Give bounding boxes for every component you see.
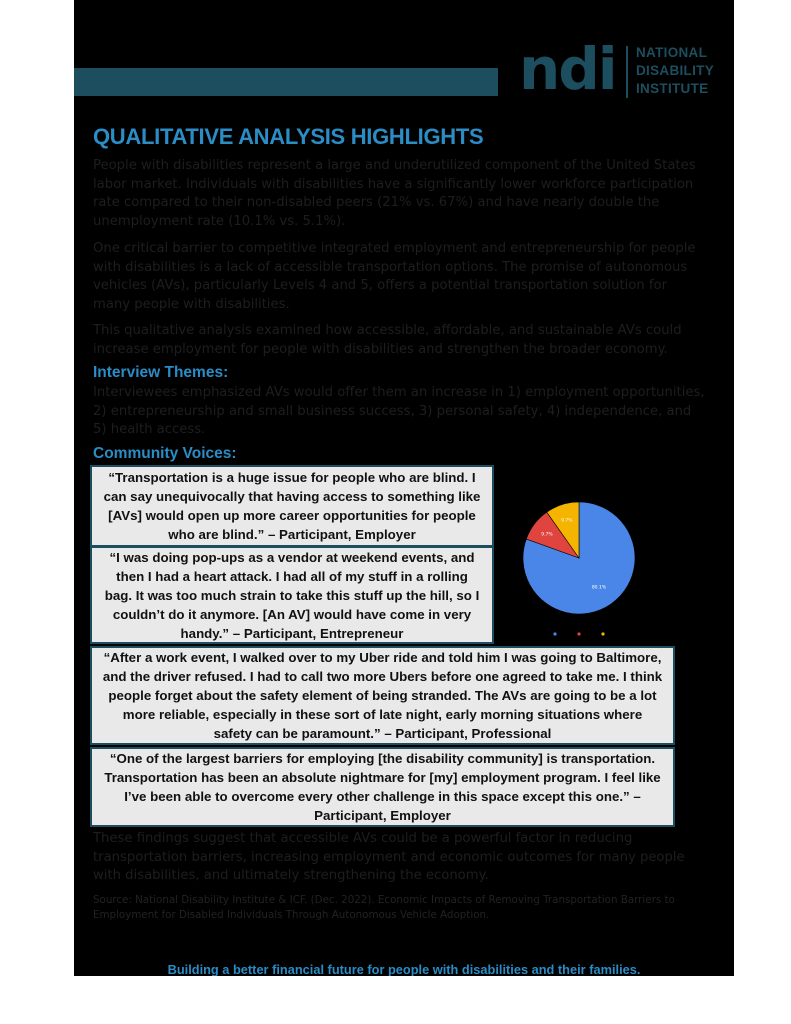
- footer-tagline: Building a better financial future for people with disabilities and their families.: [167, 962, 641, 976]
- pie-chart: [519, 478, 639, 638]
- logo-wordmark: [636, 44, 714, 98]
- quote-box: [90, 546, 494, 644]
- logo-word: NATIONAL: [636, 45, 708, 60]
- legend-swatch: [601, 632, 604, 635]
- analysis-paragraph: This qualitative analysis examined how accessible, affordable, and sustainable AVs could increase employment for people with disabilities and strengthen the broader economy.: [93, 323, 682, 357]
- barrier-paragraph: One critical barrier to competitive integrated employment and entrepreneurship for people with disabilities is a lack of accessible transportation options. The promise of autonomous vehicles (AVs), particularly Levels 4 and 5, offers a potential transportation solution for many people with disabilities.: [93, 241, 696, 312]
- pie-slice-label: 80.1%: [591, 585, 607, 591]
- quote-text: “Transportation is a huge issue for people who are blind. I can say unequivocally that having access to something like [AVs] would open up more career opportunities for people who are blind.” – Participant, Employer: [103, 470, 481, 542]
- interview-themes-heading: Interview Themes:: [93, 364, 229, 381]
- intro-paragraph: People with disabilities represent a large and underutilized component of the United States labor market. Individuals with disabilities have a significantly lower workforce participation rate compared to their non-disabled peers (21% vs. 67%) and have nearly double the unemployment rate (10.1% vs. 5.1%).: [93, 158, 696, 229]
- logo-word: DISABILITY: [636, 63, 715, 78]
- quote-text: “After a work event, I walked over to my Uber ride and told him I was going to Baltimore, and the driver refused. I had to call two more Ubers before one agreed to take me. I think people forget about the safety element of being stranded. The AVs are going to be a lot more reliable, especially in these sort of late night, early morning situations where safety can be paramount.” – Participant, Professional: [102, 650, 663, 741]
- pie-slice-label: 9.7%: [561, 518, 573, 524]
- quote-text: “One of the largest barriers for employing [the disability community] is transportation. Transportation has been an absolute nightmare for [my] employment program. I feel like I’ve been able to overcome every other challenge in this space except this one.” – Participant, Employer: [104, 751, 661, 823]
- conclusion-paragraph: These findings suggest that accessible AVs could be a powerful factor in reducing transportation barriers, increasing employment and economic outcomes for many people with disabilities, and ultimately strengthening the economy.: [93, 831, 685, 884]
- quote-box: [90, 465, 494, 547]
- page: [74, 0, 734, 976]
- quote-text: “I was doing pop-ups as a vendor at weekend events, and then I had a heart attack. I had all of my stuff in a rolling bag. It was too much strain to take this stuff up the hill, so I couldn’t do it anymore. [An AV] would have come in very handy.” – Participant, Entrepreneur: [104, 549, 480, 641]
- quote-box: [90, 646, 675, 745]
- logo-divider: [626, 46, 628, 98]
- legend-swatch: [553, 632, 556, 635]
- pie-slice-label: 9.7%: [541, 532, 553, 538]
- ndi-logo-mark: ndi: [519, 35, 616, 103]
- legend-swatch: [577, 632, 580, 635]
- page-title: QUALITATIVE ANALYSIS HIGHLIGHTS: [93, 124, 484, 149]
- interview-themes-text: Interviewees emphasized AVs would offer them an increase in 1) employment opportunities, 2) entrepreneurship and small business success, 3) personal safety, 4) independence, and 5) health access.: [93, 385, 705, 438]
- logo-word: INSTITUTE: [636, 81, 709, 96]
- header-bar: [74, 68, 498, 96]
- quote-box: [90, 747, 675, 827]
- source-citation: Source: National Disability Institute & ICF. (Dec. 2022). Economic Impacts of Removing Transportation Barriers to Employment for Disabled Individuals Through Autonomous Vehicle Adoption.: [93, 894, 675, 921]
- community-voices-heading: Community Voices:: [93, 445, 237, 462]
